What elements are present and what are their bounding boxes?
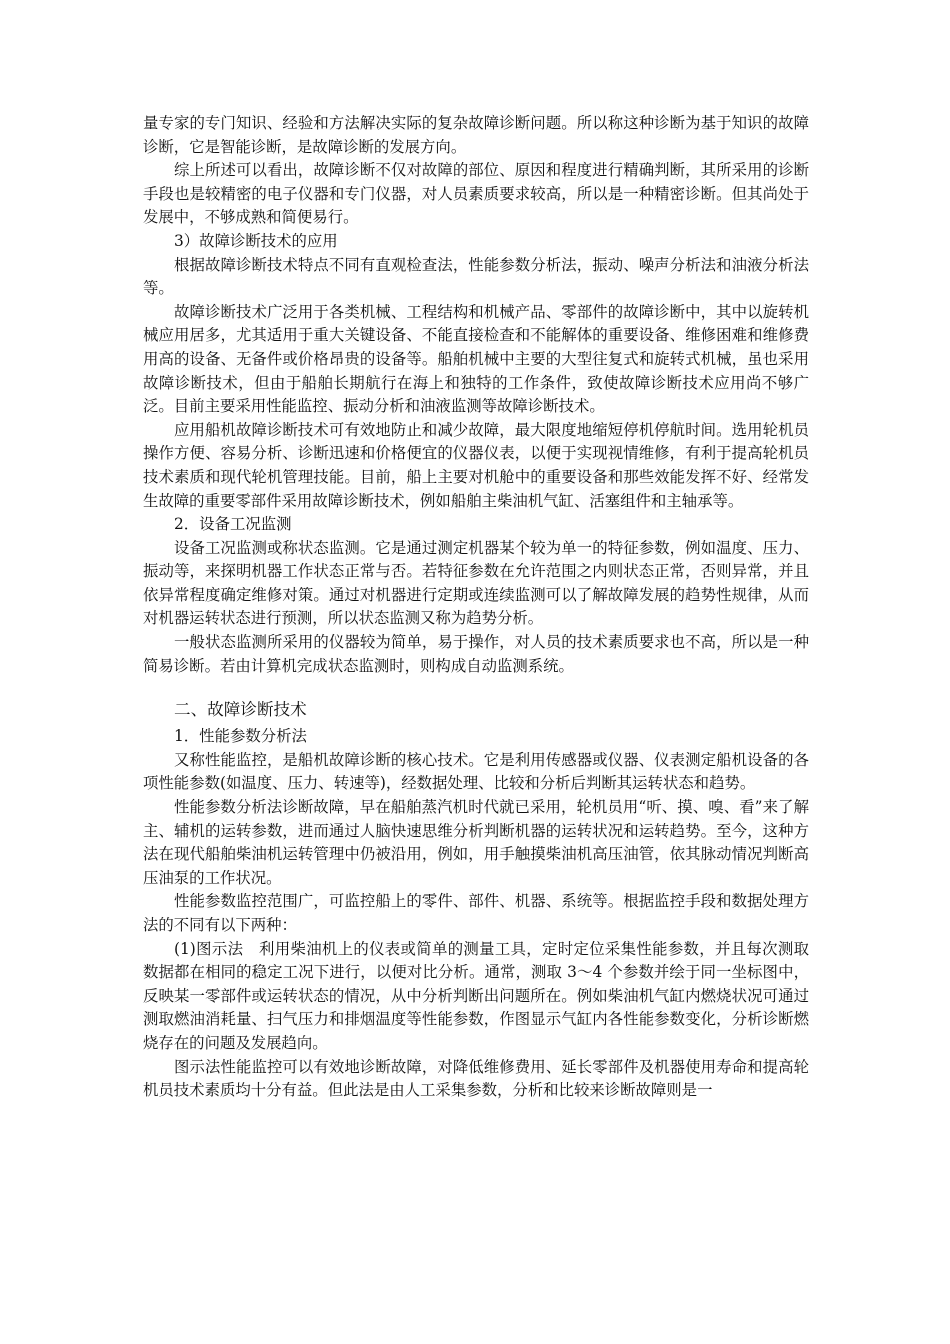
paragraph: 故障诊断技术广泛用于各类机械、工程结构和机械产品、零部件的故障诊断中，其中以旋转机械应用居多，尤其适用于重大关键设备、不能直接检查和不能解体的重要设备、维修困难和维修费用高的设备、无备件或价格昂贵的设备等。船舶机械中主要的大型往复式和旋转式机械，虽也采用故障诊断技术，但由于船舶长期航行在海上和独特的工作条件，致使故障诊断技术应用尚不够广泛。目前主要采用性能监控、振动分析和油液监测等故障诊断技术。 bbox=[143, 302, 809, 416]
paragraph: 性能参数分析法诊断故障，早在船舶蒸汽机时代就已采用，轮机员用“听、摸、嗅、看”来了解主、辅机的运转参数，进而通过人脑快速思维分析判断机器的运转状况和运转趋势。至今，这种方法在现代船舶柴油机运转管理中仍被沿用，例如，用手触摸柴油机高压油管，依其脉动情况判断高压油泵的工作状况。 bbox=[143, 798, 809, 887]
paragraph: 又称性能监控，是船机故障诊断的核心技术。它是利用传感器或仪器、仪表测定船机设备的各项性能参数(如温度、压力、转速等)，经数据处理、比较和分析后判断其运转状态和趋势。 bbox=[143, 750, 809, 793]
subsection-heading: 2．设备工况监测 bbox=[174, 515, 292, 534]
paragraph: 根据故障诊断技术特点不同有直观检查法，性能参数分析法，振动、噪声分析法和油液分析法等。 bbox=[143, 255, 809, 298]
subsection-heading: 3）故障诊断技术的应用 bbox=[174, 231, 338, 250]
paragraph: 综上所述可以看出，故障诊断不仅对故障的部位、原因和程度进行精确判断，其所采用的诊断手段也是较精密的电子仪器和专门仪器，对人员素质要求较高，所以是一种精密诊断。但其尚处于发展中，不够成熟和简便易行。 bbox=[143, 161, 809, 227]
paragraph: (1)图示法 利用柴油机上的仪表或简单的测量工具，定时定位采集性能参数，并且每次测取数据都在相同的稳定工况下进行，以便对比分析。通常，测取 3～4 个参数并绘于同一坐标图中，反映某一零部件或运转状态的情况，从中分析判断出问题所在。例如柴油机气缸内燃烧状况可通过测取燃油消耗量、扫气压力和排烟温度等性能参数，作图显示气缸内各性能参数变化，分析诊断燃烧存在的问题及发展趋向。 bbox=[143, 939, 809, 1052]
paragraph: 应用船机故障诊断技术可有效地防止和减少故障，最大限度地缩短停机停航时间。选用轮机员操作方便、容易分析、诊断迅速和价格便宜的仪器仪表，以便于实现视情维修，有利于提高轮机员技术素质和现代轮机管理技能。目前，船上主要对机舱中的重要设备和那些效能发挥不好、经常发生故障的重要零部件采用故障诊断技术，例如船舶主柴油机气缸、活塞组件和主轴承等。 bbox=[143, 420, 809, 510]
paragraph: 量专家的专门知识、经验和方法解决实际的复杂故障诊断问题。所以称这种诊断为基于知识的故障诊断，它是智能诊断，是故障诊断的发展方向。 bbox=[143, 114, 809, 156]
subsection-heading: 1．性能参数分析法 bbox=[174, 727, 307, 746]
paragraph: 一般状态监测所采用的仪器较为简单，易于操作，对人员的技术素质要求也不高，所以是一种简易诊断。若由计算机完成状态监测时，则构成自动监测系统。 bbox=[143, 633, 809, 675]
paragraph: 图示法性能监控可以有效地诊断故障，对降低维修费用、延长零部件及机器使用寿命和提高轮机员技术素质均十分有益。但此法是由人工采集参数，分析和比较来诊断故障则是一 bbox=[143, 1057, 809, 1100]
paragraph: 设备工况监测或称状态监测。它是通过测定机器某个较为单一的特征参数，例如温度、压力、振动等，来探明机器工作状态正常与否。若特征参数在允许范围之内则状态正常，否则异常，并且依异常程度确定维修对策。通过对机器进行定期或连续监测可以了解故障发展的趋势性规律，从而对机器运转状态进行预测，所以状态监测又称为趋势分析。 bbox=[143, 538, 809, 628]
paragraph: 性能参数监控范围广，可监控船上的零件、部件、机器、系统等。根据监控手段和数据处理方法的不同有以下两种： bbox=[143, 892, 809, 934]
section-heading: 二、故障诊断技术 bbox=[174, 700, 307, 720]
document-page bbox=[143, 112, 809, 1103]
